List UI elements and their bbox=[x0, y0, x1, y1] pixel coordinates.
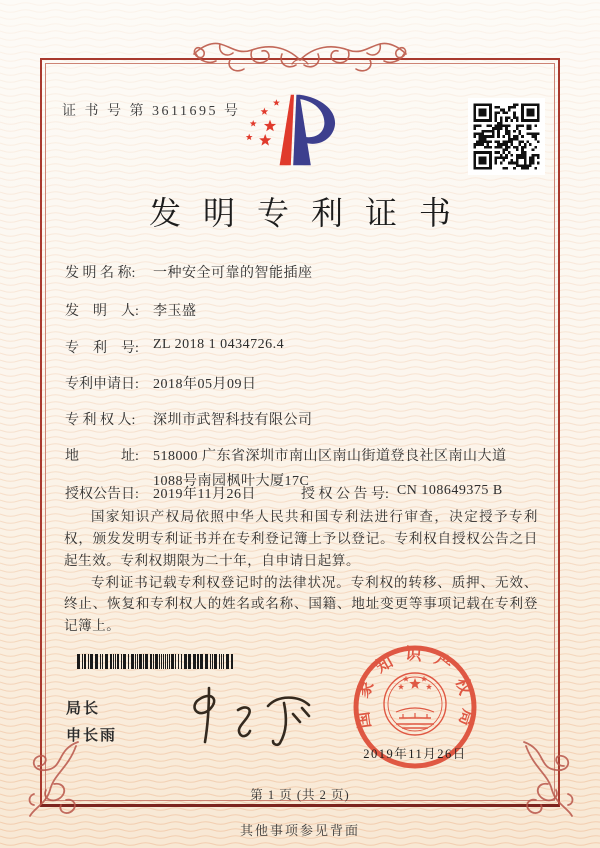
emblem-stars bbox=[398, 676, 432, 690]
signatory-name: 申长雨 bbox=[66, 727, 118, 744]
field-grant-number bbox=[301, 483, 503, 503]
field-value: ZL 2018 1 0434726.4 bbox=[153, 337, 285, 352]
qr-code bbox=[468, 98, 545, 175]
certificate-number: 证 书 号 第 3611695 号 bbox=[62, 104, 241, 119]
corner-flourish-left-icon bbox=[22, 738, 84, 822]
field-label: 专利申请日: bbox=[65, 377, 139, 392]
back-side-note: 其他事项参见背面 bbox=[239, 823, 360, 838]
legal-paragraph: 专利证书记载专利权登记时的法律状况。专利权的转移、质押、无效、终止、恢复和专利权人的姓名或名称、国籍、地址变更等事项记载在专利登记簿上。 bbox=[64, 574, 538, 634]
field-value: 一种安全可靠的智能插座 bbox=[153, 266, 313, 281]
top-border-ornament bbox=[186, 34, 414, 84]
field-value: 2019年11月26日 bbox=[153, 487, 256, 502]
field-label: 发 明 名 称: bbox=[65, 266, 136, 281]
legal-paragraph: 国家知识产权局依照中华人民共和国专利法进行审查，决定授予专利权，颁发发明专利证书并在专利登记簿上予以登记。专利权自授权公告之日起生效。专利权期限为二十年，自申请日起算。 bbox=[64, 509, 538, 568]
field-value: CN 108649375 B bbox=[396, 483, 503, 498]
seal-agency-text: 国家知识产权局 bbox=[351, 644, 479, 740]
field-value: 深圳市武智科技有限公司 bbox=[153, 413, 313, 428]
signature-script-icon bbox=[176, 684, 316, 748]
corner-flourish-right-icon bbox=[518, 738, 580, 822]
svg-text:国家知识产权局 bbox=[352, 644, 480, 739]
field-grant bbox=[65, 483, 540, 503]
field-patentee bbox=[65, 409, 540, 429]
field-value: 518000 广东省深圳市南山区南山街道登良社区南山大道1088号南园枫叶大厦17C bbox=[153, 449, 507, 489]
barcode bbox=[77, 654, 235, 670]
legal-statement bbox=[64, 506, 538, 637]
field-label: 授 权 公 告 号: bbox=[301, 487, 389, 502]
official-seal bbox=[340, 632, 490, 782]
field-label: 发 明 人: bbox=[65, 304, 139, 319]
field-inventor bbox=[65, 300, 540, 320]
field-invention-name bbox=[65, 262, 540, 282]
field-value: 李玉盛 bbox=[153, 304, 197, 319]
document-title: 发明专利证书 bbox=[148, 195, 473, 231]
seal-date: 2019年11月26日 bbox=[363, 747, 467, 761]
field-value: 2018年05月09日 bbox=[153, 377, 257, 392]
logo-stars bbox=[246, 99, 280, 145]
field-label: 地 址: bbox=[65, 449, 139, 464]
signatory-title: 局长 bbox=[66, 700, 101, 717]
field-label: 授权公告日: bbox=[65, 487, 139, 502]
field-label: 专 利 号: bbox=[65, 341, 139, 356]
field-application-date bbox=[65, 373, 540, 393]
cnipa-logo-icon bbox=[238, 84, 350, 176]
field-label: 专 利 权 人: bbox=[65, 413, 136, 428]
page-number: 第 1 页 (共 2 页) bbox=[250, 788, 350, 802]
field-patent-number bbox=[65, 337, 540, 357]
